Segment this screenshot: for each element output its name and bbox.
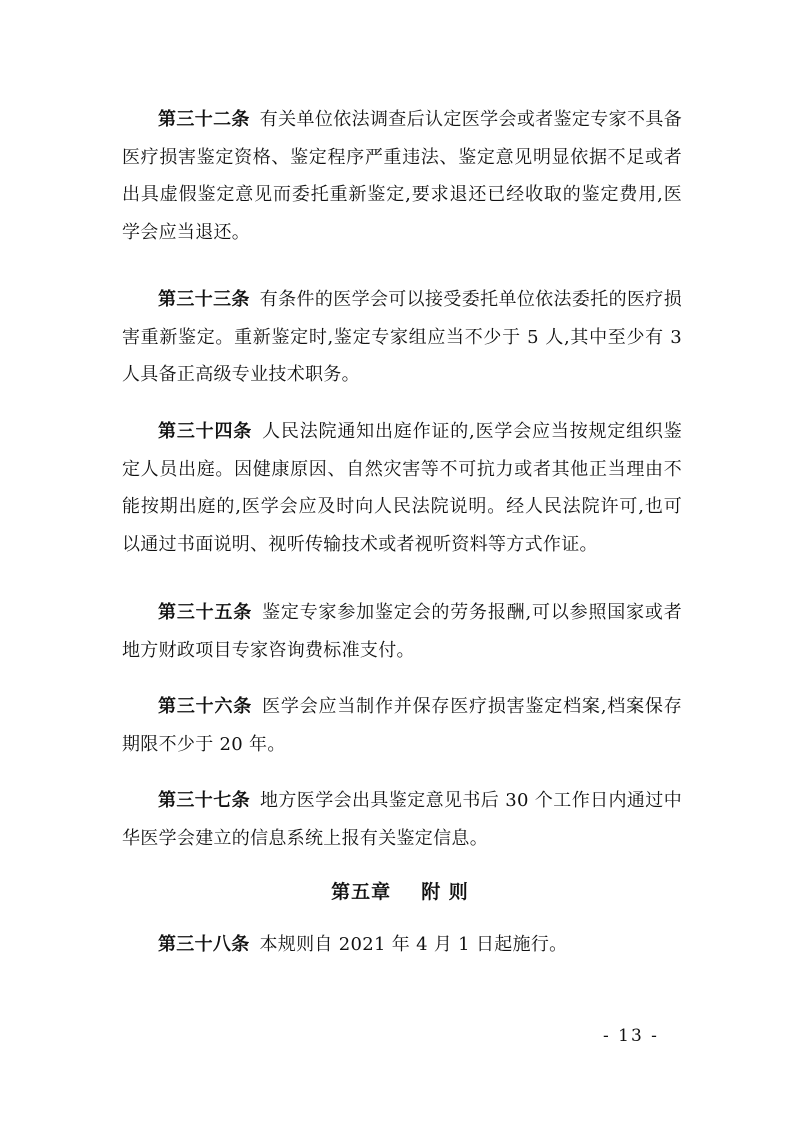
article-number: 第三十三条 [158,289,250,310]
article-33 [122,281,682,394]
article-34 [122,413,682,563]
article-text: 本规则自 2021 年 4 月 1 日起施行。 [259,934,568,955]
chapter-title: 附 则 [421,881,469,903]
article-number: 第三十二条 [158,109,250,130]
article-number: 第三十四条 [158,421,253,442]
page-number: - 13 - [603,1026,659,1046]
article-number: 第三十八条 [158,934,250,955]
article-text: 有关单位依法调查后认定医学会或者鉴定专家不具备医疗损害鉴定资格、鉴定程序严重违法、鉴定意见明显依据不足或者出具虚假鉴定意见而委托重新鉴定,要求退还已经收取的鉴定费用,医学会应当退还。 [122,109,682,243]
article-37 [122,782,682,857]
article-36 [122,688,682,763]
article-38 [122,926,682,964]
article-number: 第三十七条 [158,790,250,811]
chapter-heading [0,877,800,904]
article-text: 人民法院通知出庭作证的,医学会应当按规定组织鉴定人员出庭。因健康原因、自然灾害等不可抗力或者其他正当理由不能按期出庭的,医学会应及时向人民法院说明。经人民法院许可,也可以通过书面说明、视听传输技术或者视听资料等方式作证。 [122,421,683,555]
chapter-number: 第五章 [331,881,392,903]
article-text: 医学会应当制作并保存医疗损害鉴定档案,档案保存期限不少于 20 年。 [122,696,683,755]
article-text: 地方医学会出具鉴定意见书后 30 个工作日内通过中华医学会建立的信息系统上报有关鉴定信息。 [122,790,682,849]
article-32 [122,101,682,251]
article-35 [122,594,682,669]
article-number: 第三十六条 [158,696,253,717]
article-text: 有条件的医学会可以接受委托单位依法委托的医疗损害重新鉴定。重新鉴定时,鉴定专家组应当不少于 5 人,其中至少有 3 人具备正高级专业技术职务。 [122,289,682,385]
article-text: 鉴定专家参加鉴定会的劳务报酬,可以参照国家或者地方财政项目专家咨询费标准支付。 [122,602,683,661]
article-number: 第三十五条 [158,602,253,623]
